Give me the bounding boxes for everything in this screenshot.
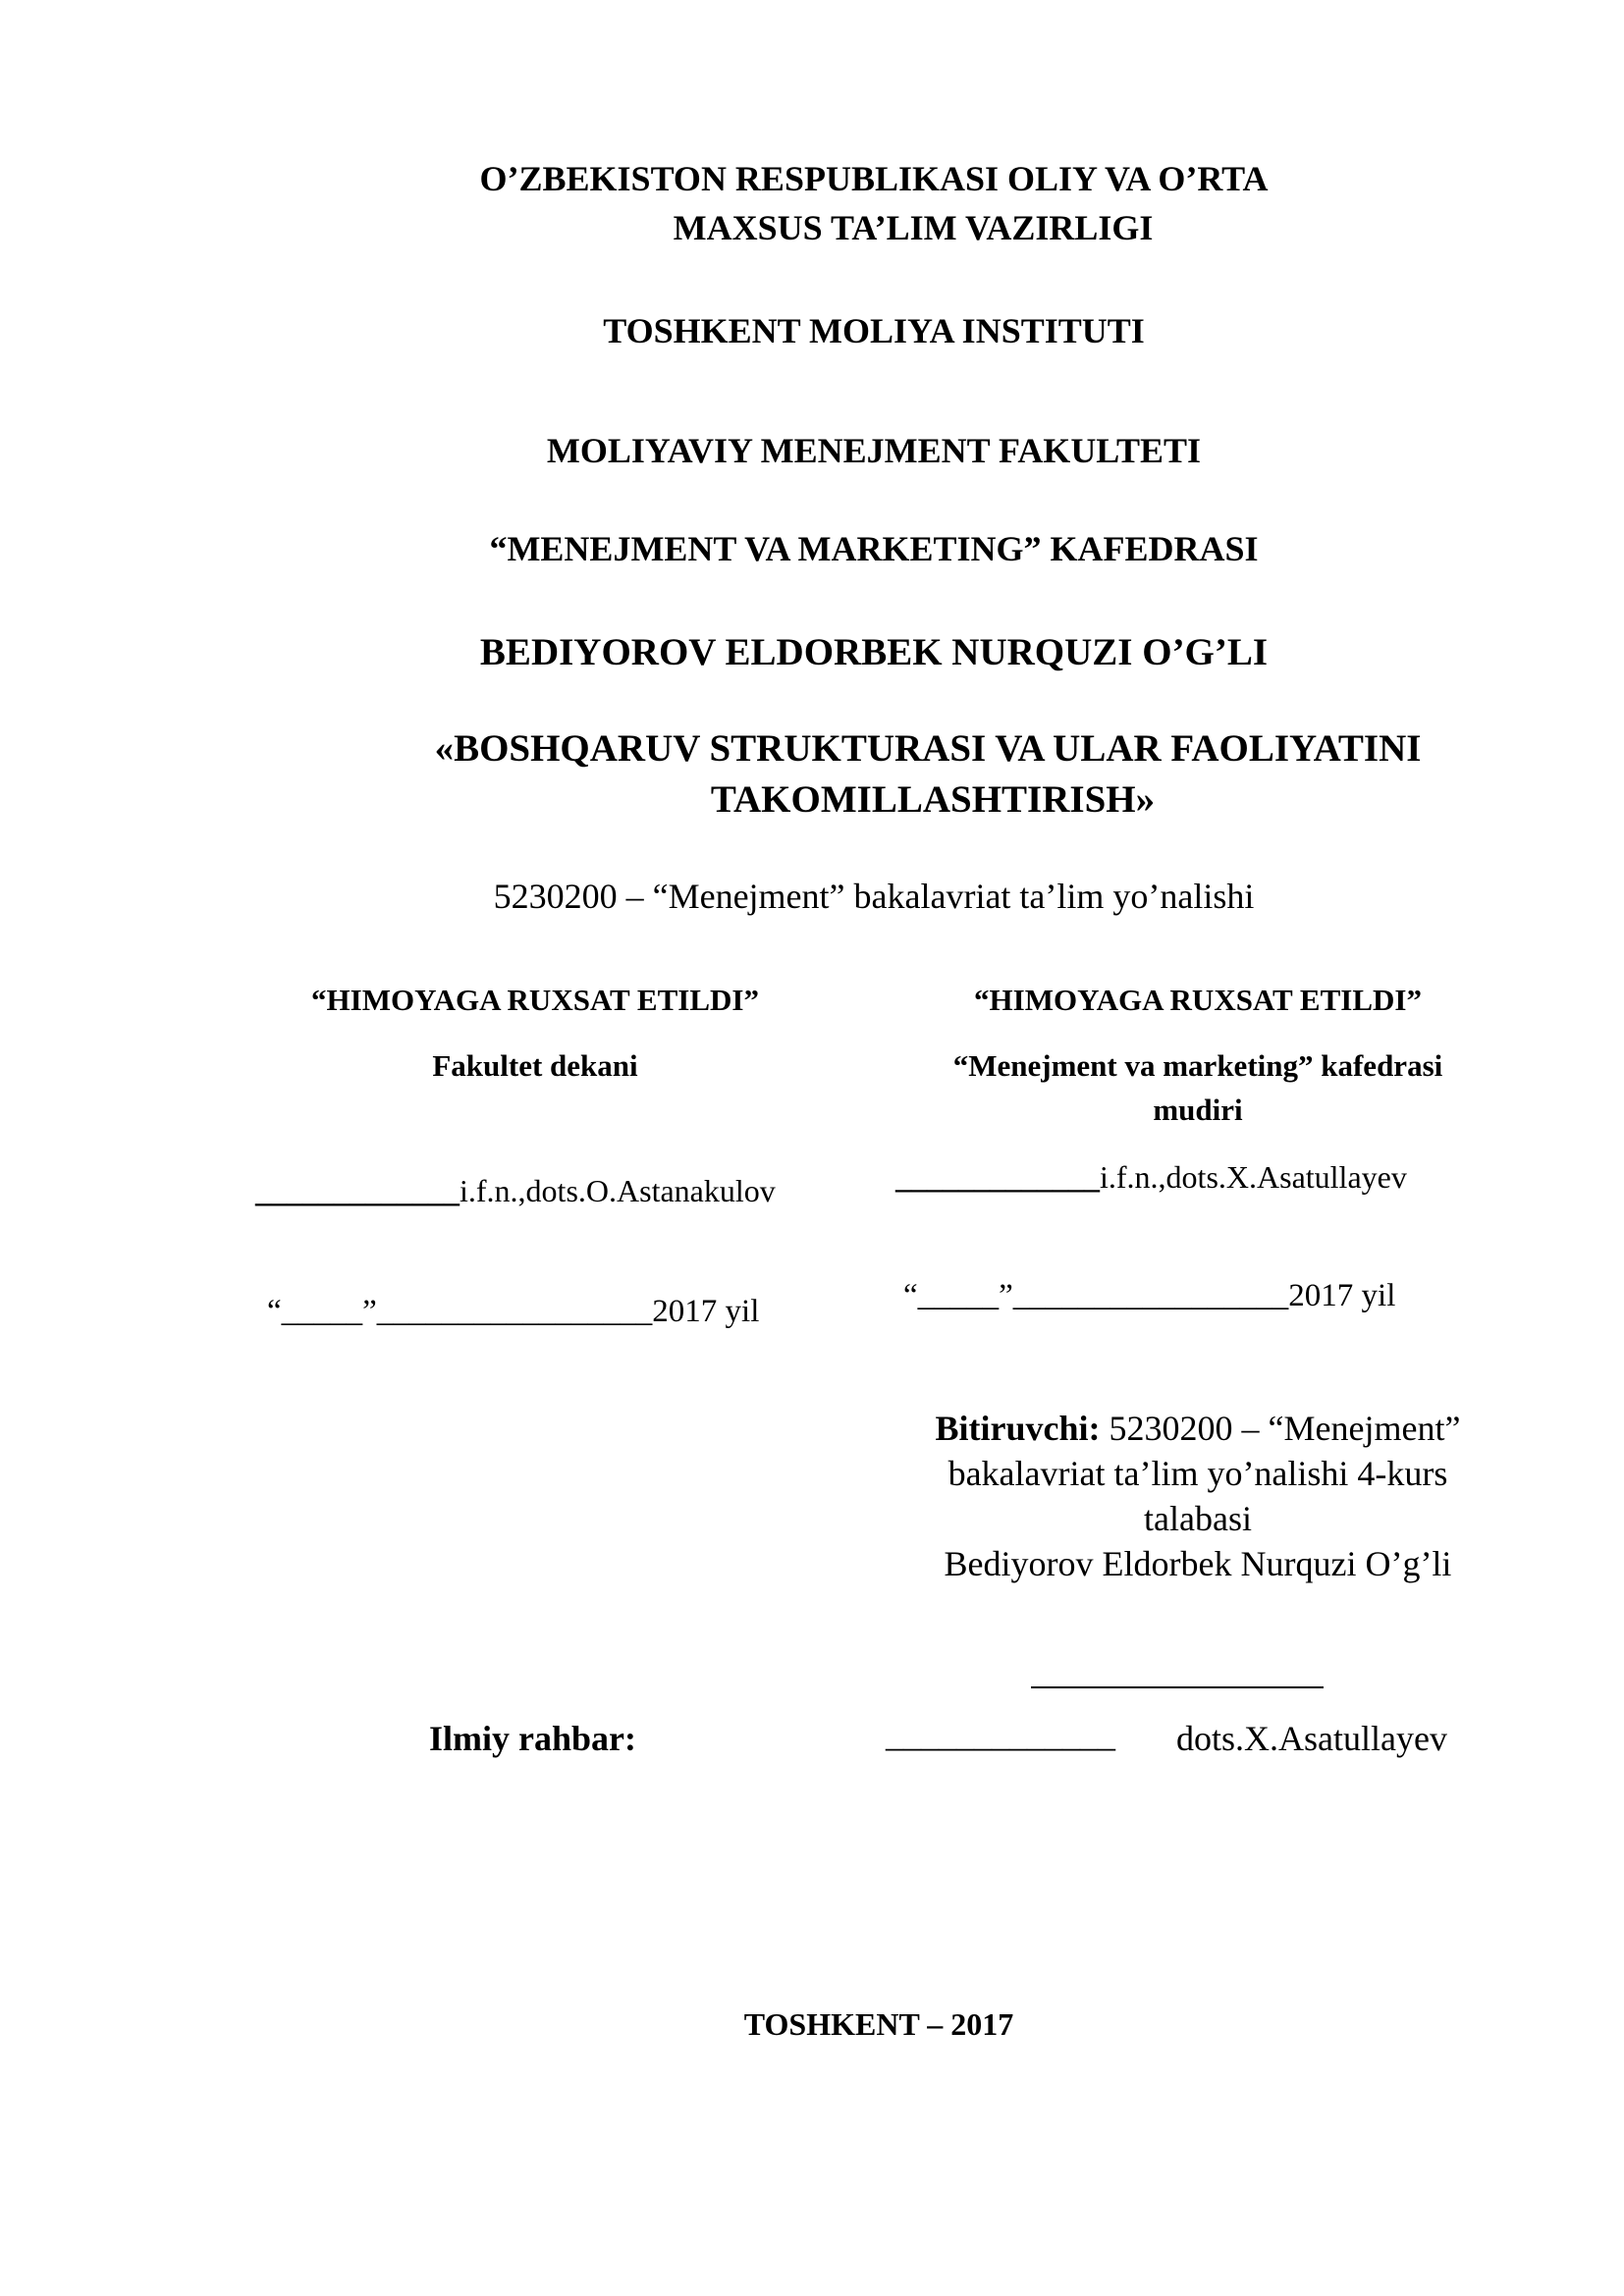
supervisor-signature-blank: _____________: [886, 1715, 1115, 1754]
signatory-name: i.f.n.,dots.X.Asatullayev: [1100, 1159, 1407, 1195]
supervisor-name: dots.X.Asatullayev: [1176, 1719, 1447, 1758]
department-name: “MENEJMENT VA MARKETING” KAFEDRASI: [489, 529, 1259, 568]
graduate-label: Bitiruvchi:: [935, 1409, 1101, 1448]
graduate-program: 5230200 – “Menejment”: [1100, 1409, 1461, 1448]
approval-left-heading: “HIMOYAGA RUXSAT ETILDI”: [311, 983, 759, 1017]
footer-city-year: TOSHKENT – 2017: [743, 2006, 1014, 2042]
ministry-line-1: O’ZBEKISTON RESPUBLIKASI OLIY VA O’RTA: [479, 159, 1269, 198]
signature-blank: _____________: [895, 1159, 1100, 1195]
author-name: BEDIYOROV ELDORBEK NURQUZI O’G’LI: [479, 631, 1269, 673]
approval-left-signature: [255, 1173, 776, 1209]
approval-right-signature: [895, 1159, 1407, 1196]
graduate-line-2: bakalavriat ta’lim yo’nalishi 4-kurs: [947, 1454, 1448, 1493]
ministry-line-2: MAXSUS TA’LIM VAZIRLIGI: [673, 208, 1154, 247]
faculty-name: MOLIYAVIY MENEJMENT FAKULTETI: [546, 431, 1202, 470]
approval-right-heading: “HIMOYAGA RUXSAT ETILDI”: [974, 983, 1422, 1017]
institute-name: TOSHKENT MOLIYA INSTITUTI: [603, 311, 1145, 350]
approval-right-role-line-2: mudiri: [1153, 1093, 1243, 1127]
signatory-name: i.f.n.,dots.O.Astanakulov: [460, 1173, 776, 1208]
supervisor-label: Ilmiy rahbar:: [429, 1719, 636, 1758]
study-program: 5230200 – “Menejment” bakalavriat ta’lim yo’nalishi: [493, 877, 1255, 916]
graduate-signature-line: [1031, 1686, 1324, 1688]
graduate-line-3: talabasi: [1144, 1499, 1252, 1538]
graduate-name: Bediyorov Eldorbek Nurquzi O’g’li: [944, 1544, 1452, 1583]
signature-blank: _____________: [255, 1173, 460, 1208]
graduate-line-1: [864, 1406, 1532, 1451]
thesis-title-line-2: TAKOMILLASHTIRISH»: [710, 778, 1156, 821]
approval-left-role: Fakultet dekani: [432, 1048, 638, 1083]
approval-left-date: “_____”_________________2017 yil: [267, 1294, 760, 1329]
approval-right-date: “_____”_________________2017 yil: [903, 1278, 1396, 1313]
approval-right-role-line-1: “Menejment va marketing” kafedrasi: [952, 1048, 1443, 1083]
thesis-title-line-1: «BOSHQARUV STRUKTURASI VA ULAR FAOLIYATINI: [434, 727, 1422, 770]
